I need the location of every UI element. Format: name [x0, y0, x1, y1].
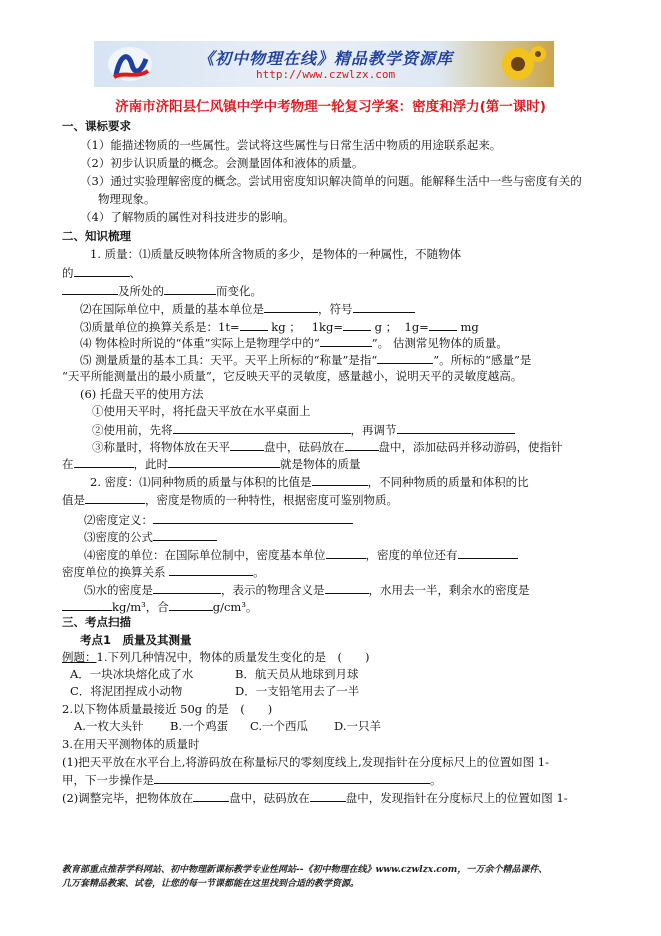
blank	[345, 438, 379, 451]
requirement-item: （3）通过实验理解密度的概念。尝试用密度知识解决简单的问题。能解释生活中一些与密度有关的	[80, 174, 582, 188]
requirement-item-continued: 物理现象。	[98, 192, 156, 206]
density-unit-line: ⑷密度的单位：在国际单位制中，密度基本单位 ，密度的单位还有	[84, 546, 518, 563]
footer-line-1: 教育部重点推荐学科网站、初中物理新课标教学专业性网站--《初中物理在线》www.czwlzx.com，一万余个精品课件、	[62, 865, 548, 875]
blank	[343, 318, 371, 331]
site-logo	[106, 45, 154, 83]
blank	[325, 581, 369, 594]
blank	[153, 511, 353, 524]
footer-line-2: 几万套精品教案、试卷，让您的每一节课都能在这里找到合适的教学资源。	[62, 879, 360, 889]
blank	[85, 491, 145, 504]
question-1-option-d: D．一支铅笔用去了一半	[235, 684, 360, 698]
balance-capacity-line: ⑸ 测量质量的基本工具：天平。天平上所标的“称量”是指“ ”。所标的“感量”是	[80, 353, 532, 367]
balance-step-2: ②使用前，先将 ，再调节	[92, 421, 515, 438]
mass-conversion-line: ⑶质量单位的换算关系是：1t= kg ； 1kg= g ； 1g= mg	[80, 320, 479, 334]
header-banner	[94, 41, 554, 87]
blank	[164, 282, 216, 295]
question-1-option-b: B．航天员从地球到月球	[235, 667, 359, 681]
blank	[169, 563, 253, 576]
blank	[169, 598, 213, 611]
blank	[326, 546, 366, 559]
density-ratio-line: 2. 密度：⑴同种物质的质量与体积的比值是 ，不同种物质的质量和体积的比	[90, 475, 529, 489]
water-density-line2: kg/m³，合 g/cm³。	[62, 598, 257, 615]
blank	[458, 546, 518, 559]
blank	[310, 789, 346, 802]
blank	[62, 598, 112, 611]
question-3-part-1: (1)把天平放在水平台上,将游码放在称量标尺的零刻度线上,发现指针在分度标尺上的位置如图 1-	[62, 755, 549, 769]
water-density-line: ⑸水的密度是 ，表示的物理含义是 ，水用去一半，剩余水的密度是	[84, 583, 530, 597]
balance-sensitivity-line: “天平所能测量出的最小质量”，它反映天平的灵敏度，感量越小，说明天平的灵敏度越高。	[62, 369, 523, 383]
banner-url[interactable]: http://www.czwlzx.com	[256, 68, 396, 81]
exam-point-1-heading: 考点1 质量及其测量	[80, 633, 192, 647]
blank	[153, 528, 217, 541]
blank	[264, 300, 318, 313]
blank	[74, 455, 134, 468]
blank	[62, 282, 118, 295]
blank	[153, 581, 221, 594]
mass-definition-line3: 及所处的 而变化。	[62, 282, 262, 299]
requirement-item: （2）初步认识质量的概念。会测量固体和液体的质量。	[80, 156, 364, 170]
section-heading-requirements: 一、课标要求	[62, 119, 131, 133]
blank	[173, 421, 351, 434]
blank	[154, 771, 430, 784]
section-heading-knowledge: 二、知识梳理	[62, 229, 131, 243]
mass-definition: 1. 质量：⑴质量反映物体所含物质的多少，是物体的一种属性，不随物体	[90, 247, 462, 261]
question-3-part-1-continued: 甲，下一步操作是 。	[62, 773, 442, 787]
question-2-option-b: B.一个鸡蛋	[170, 719, 229, 733]
question-3-part-2: (2)调整完毕，把物体放在 盘中，砝码放在 盘中，发现指针在分度标尺上的位置如图 1-	[62, 791, 568, 805]
blank	[193, 789, 229, 802]
density-ratio-line2: 值是 ，密度是物质的一种特性，根据密度可鉴别物质。	[62, 493, 398, 507]
question-3: 3.在用天平测物体的质量时	[62, 737, 200, 751]
requirement-item: （4）了解物质的属性对科技进步的影响。	[80, 210, 295, 224]
blank	[320, 334, 372, 347]
blank	[168, 455, 280, 468]
requirement-item: （1）能描述物质的一些属性。尝试将这些属性与日常生活中物质的用途联系起来。	[80, 138, 502, 152]
blank	[312, 473, 368, 486]
blank	[74, 264, 130, 277]
balance-step-1: ①使用天平时，将托盘天平放在水平桌面上	[92, 404, 311, 418]
weight-vs-mass-line: ⑷ 物体检时所说的“体重”实际上是物理学中的“ ”。 估测常见物体的质量。	[80, 336, 508, 350]
blank	[353, 300, 415, 313]
mass-definition-line2: 的 、	[62, 266, 141, 280]
blank	[240, 318, 268, 331]
section-heading-exam-points: 三、考点扫描	[62, 615, 131, 629]
sunflower-icon	[488, 44, 548, 84]
blank	[377, 351, 433, 364]
blank	[429, 318, 457, 331]
question-1: 例题：1.下列几种情况中，物体的质量发生变化的是 ( )	[62, 650, 370, 664]
balance-step-3: ③称量时，将物体放在天平 盘中，砝码放在 盘中，添加砝码并移动游码，使指针	[92, 440, 563, 454]
question-2-option-a: A.一枚大头针	[74, 719, 144, 733]
balance-step-3-continued: 在 ，此时 就是物体的质量	[62, 457, 361, 471]
question-2-option-d: D.一只羊	[334, 719, 381, 733]
question-1-option-c: C．将泥团捏成小动物	[70, 684, 183, 698]
density-formula: ⑶密度的公式	[84, 528, 217, 545]
blank	[230, 438, 264, 451]
density-unit-conversion: 密度单位的换算关系 。	[62, 565, 265, 579]
question-1-option-a: A．一块冰块熔化成了水	[70, 667, 194, 681]
question-2: 2.以下物体质量最接近 50g 的是 ( )	[62, 702, 273, 716]
document-title: 济南市济阳县仁风镇中学中考物理一轮复习学案：密度和浮力(第一课时)	[115, 99, 546, 115]
question-2-option-c: C.一个西瓜	[250, 719, 309, 733]
blank	[397, 421, 515, 434]
banner-title: 《初中物理在线》精品教学资源库	[198, 49, 454, 68]
mass-unit-line: ⑵在国际单位中，质量的基本单位是 ，符号	[80, 300, 415, 317]
density-definition: ⑵密度定义：	[84, 511, 353, 528]
balance-usage-heading: (6) 托盘天平的使用方法	[80, 387, 204, 401]
